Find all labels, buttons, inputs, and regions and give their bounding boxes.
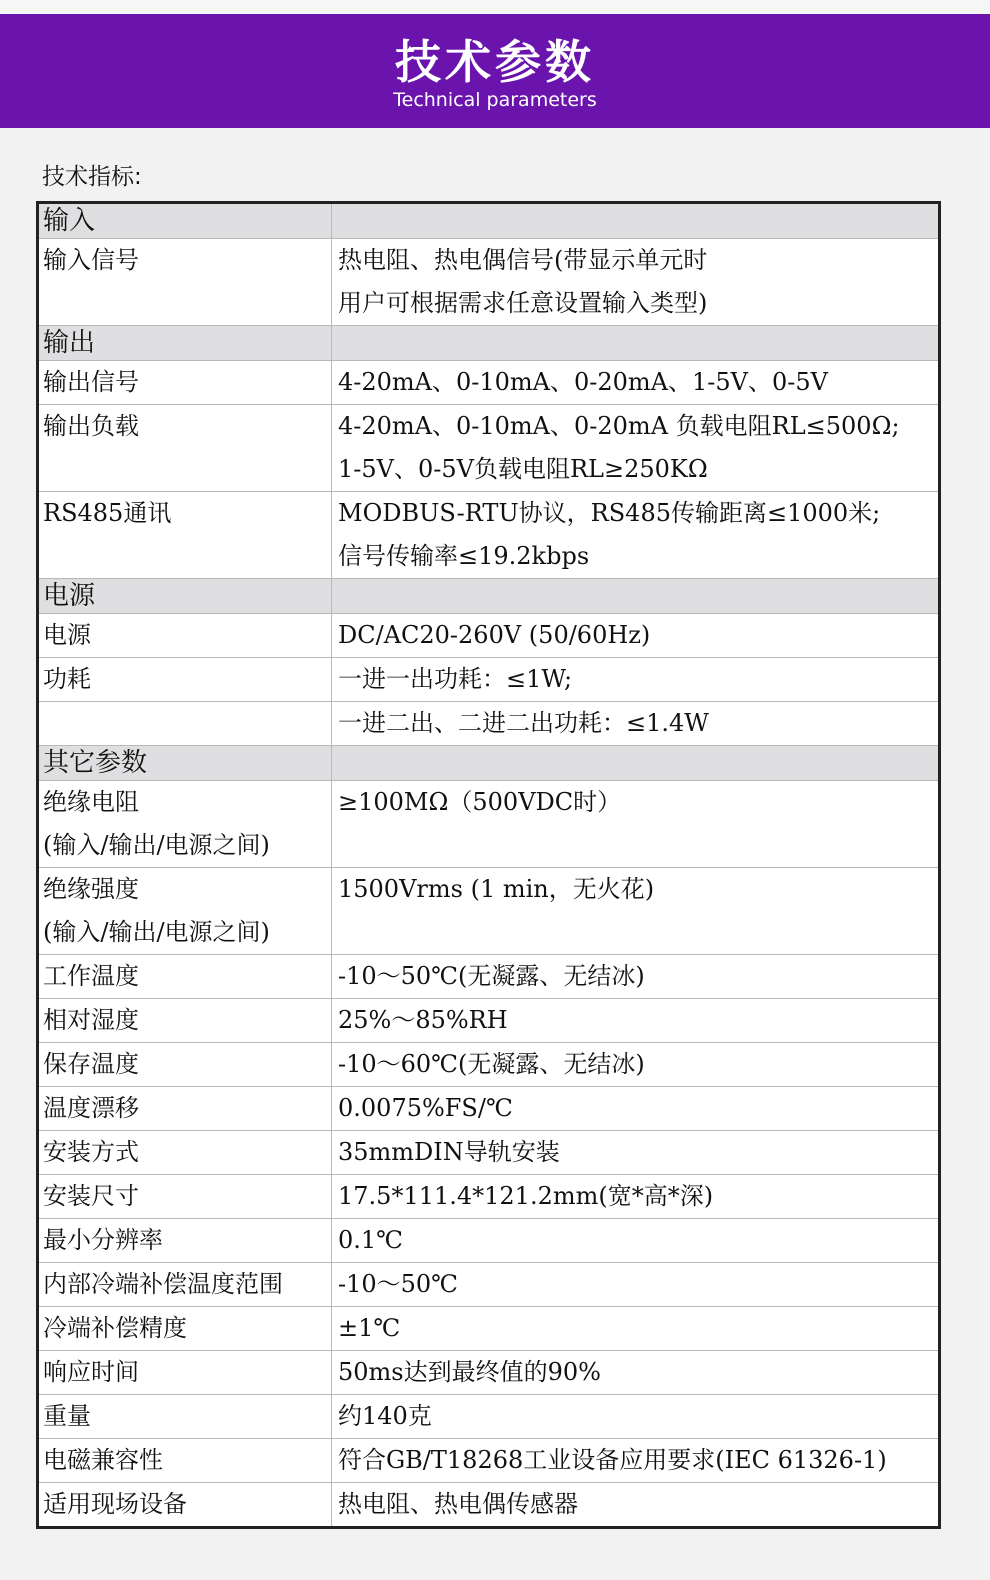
table-row bbox=[38, 868, 940, 955]
parameter-label: 内部冷端补偿温度范围 bbox=[38, 1263, 332, 1307]
parameter-value bbox=[332, 955, 940, 999]
cell-line: 绝缘强度 bbox=[43, 875, 139, 903]
table-row bbox=[38, 1087, 940, 1131]
parameters-table-body bbox=[38, 203, 940, 1528]
cell-line: 一进一出功耗：≤1W; bbox=[338, 665, 573, 693]
cell-line: 4-20mA、0-10mA、0-20mA、1-5V、0-5V bbox=[338, 368, 828, 396]
table-row bbox=[38, 1131, 940, 1175]
cell-line: 1500Vrms (1 min，无火花) bbox=[338, 875, 655, 903]
parameter-value bbox=[332, 361, 940, 405]
parameter-label: 重量 bbox=[38, 1395, 332, 1439]
cell-line: 符合GB/T18268工业设备应用要求(IEC 61326-1) bbox=[338, 1446, 887, 1474]
parameter-label: 冷端补偿精度 bbox=[38, 1307, 332, 1351]
table-row bbox=[38, 614, 940, 658]
parameter-label: 响应时间 bbox=[38, 1351, 332, 1395]
parameter-label: 工作温度 bbox=[38, 955, 332, 999]
parameter-label: 输出信号 bbox=[38, 361, 332, 405]
table-row bbox=[38, 1307, 940, 1351]
parameter-value bbox=[332, 239, 940, 326]
table-row bbox=[38, 1175, 940, 1219]
parameter-value bbox=[332, 868, 940, 955]
header-banner bbox=[0, 14, 990, 128]
parameter-label: 安装方式 bbox=[38, 1131, 332, 1175]
parameter-value bbox=[332, 1043, 940, 1087]
cell-line: -10～60℃(无凝露、无结冰) bbox=[338, 1050, 645, 1078]
parameter-value bbox=[332, 702, 940, 746]
group-value bbox=[332, 203, 940, 239]
parameter-value bbox=[332, 1307, 940, 1351]
cell-line: -10～50℃ bbox=[338, 1270, 459, 1298]
parameter-value bbox=[332, 1263, 940, 1307]
table-row bbox=[38, 1263, 940, 1307]
table-row bbox=[38, 955, 940, 999]
parameter-label: 电源 bbox=[38, 614, 332, 658]
cell-line: 信号传输率≤19.2kbps bbox=[338, 542, 590, 570]
group-label: 其它参数 bbox=[38, 746, 332, 781]
cell-line: MODBUS-RTU协议，RS485传输距离≤1000米; bbox=[338, 499, 881, 527]
parameter-label: 输入信号 bbox=[38, 239, 332, 326]
cell-line: 4-20mA、0-10mA、0-20mA 负载电阻RL≤500Ω; bbox=[338, 412, 900, 440]
parameter-label: 安装尺寸 bbox=[38, 1175, 332, 1219]
table-group-row bbox=[38, 579, 940, 614]
table-row bbox=[38, 1351, 940, 1395]
table-row bbox=[38, 1483, 940, 1528]
table-row bbox=[38, 239, 940, 326]
cell-line: 0.1℃ bbox=[338, 1226, 404, 1254]
table-group-row bbox=[38, 746, 940, 781]
cell-line: 25%～85%RH bbox=[338, 1006, 508, 1034]
parameter-label bbox=[38, 781, 332, 868]
table-row bbox=[38, 999, 940, 1043]
cell-line: -10～50℃(无凝露、无结冰) bbox=[338, 962, 645, 990]
parameter-value bbox=[332, 781, 940, 868]
table-row bbox=[38, 1219, 940, 1263]
cell-line: ±1℃ bbox=[338, 1314, 401, 1342]
parameter-value bbox=[332, 999, 940, 1043]
cell-line: 一进二出、二进二出功耗：≤1.4W bbox=[338, 709, 709, 737]
top-strip bbox=[0, 0, 990, 14]
parameter-label: 电磁兼容性 bbox=[38, 1439, 332, 1483]
table-row bbox=[38, 781, 940, 868]
cell-line: 35mmDIN导轨安装 bbox=[338, 1138, 560, 1166]
parameter-label: 温度漂移 bbox=[38, 1087, 332, 1131]
parameter-label bbox=[38, 702, 332, 746]
cell-line: 约140克 bbox=[338, 1402, 432, 1430]
parameter-label: 最小分辨率 bbox=[38, 1219, 332, 1263]
parameter-label: 适用现场设备 bbox=[38, 1483, 332, 1528]
table-row bbox=[38, 702, 940, 746]
cell-line: 1-5V、0-5V负载电阻RL≥250KΩ bbox=[338, 455, 708, 483]
group-value bbox=[332, 579, 940, 614]
section-label: 技术指标: bbox=[42, 164, 142, 190]
cell-line: (输入/输出/电源之间) bbox=[43, 831, 270, 859]
cell-line: 50ms达到最终值的90% bbox=[338, 1358, 601, 1386]
table-row bbox=[38, 1395, 940, 1439]
cell-line: 用户可根据需求任意设置输入类型) bbox=[338, 289, 708, 317]
group-label: 电源 bbox=[38, 579, 332, 614]
banner-title: 技术参数 bbox=[395, 35, 595, 89]
parameter-value bbox=[332, 1439, 940, 1483]
parameter-value bbox=[332, 658, 940, 702]
table-group-row bbox=[38, 326, 940, 361]
parameter-label: 功耗 bbox=[38, 658, 332, 702]
table-row bbox=[38, 361, 940, 405]
cell-line: 17.5*111.4*121.2mm(宽*高*深) bbox=[338, 1182, 714, 1210]
parameter-value bbox=[332, 614, 940, 658]
table-row bbox=[38, 1439, 940, 1483]
parameter-label: 保存温度 bbox=[38, 1043, 332, 1087]
parameter-label bbox=[38, 868, 332, 955]
cell-line: DC/AC20-260V (50/60Hz) bbox=[338, 621, 651, 649]
table-row bbox=[38, 1043, 940, 1087]
parameter-value bbox=[332, 1175, 940, 1219]
cell-line: 热电阻、热电偶信号(带显示单元时 bbox=[338, 246, 708, 274]
group-value bbox=[332, 746, 940, 781]
parameter-value bbox=[332, 405, 940, 492]
group-label: 输出 bbox=[38, 326, 332, 361]
parameter-value bbox=[332, 492, 940, 579]
cell-line: 绝缘电阻 bbox=[43, 788, 139, 816]
cell-line: ≥100MΩ（500VDC时） bbox=[338, 788, 622, 816]
banner-subtitle: Technical parameters bbox=[393, 89, 597, 111]
parameter-label: 输出负载 bbox=[38, 405, 332, 492]
parameter-value bbox=[332, 1395, 940, 1439]
group-label: 输入 bbox=[38, 203, 332, 239]
parameters-table bbox=[36, 201, 941, 1529]
parameter-value bbox=[332, 1131, 940, 1175]
parameter-value bbox=[332, 1483, 940, 1528]
parameter-value bbox=[332, 1351, 940, 1395]
cell-line: 热电阻、热电偶传感器 bbox=[338, 1490, 578, 1518]
table-row bbox=[38, 492, 940, 579]
parameter-value bbox=[332, 1219, 940, 1263]
parameter-label: 相对湿度 bbox=[38, 999, 332, 1043]
table-group-row bbox=[38, 203, 940, 239]
cell-line: 0.0075%FS/℃ bbox=[338, 1094, 513, 1122]
parameter-value bbox=[332, 1087, 940, 1131]
parameter-label: RS485通讯 bbox=[38, 492, 332, 579]
group-value bbox=[332, 326, 940, 361]
cell-line: (输入/输出/电源之间) bbox=[43, 918, 270, 946]
table-row bbox=[38, 658, 940, 702]
table-row bbox=[38, 405, 940, 492]
